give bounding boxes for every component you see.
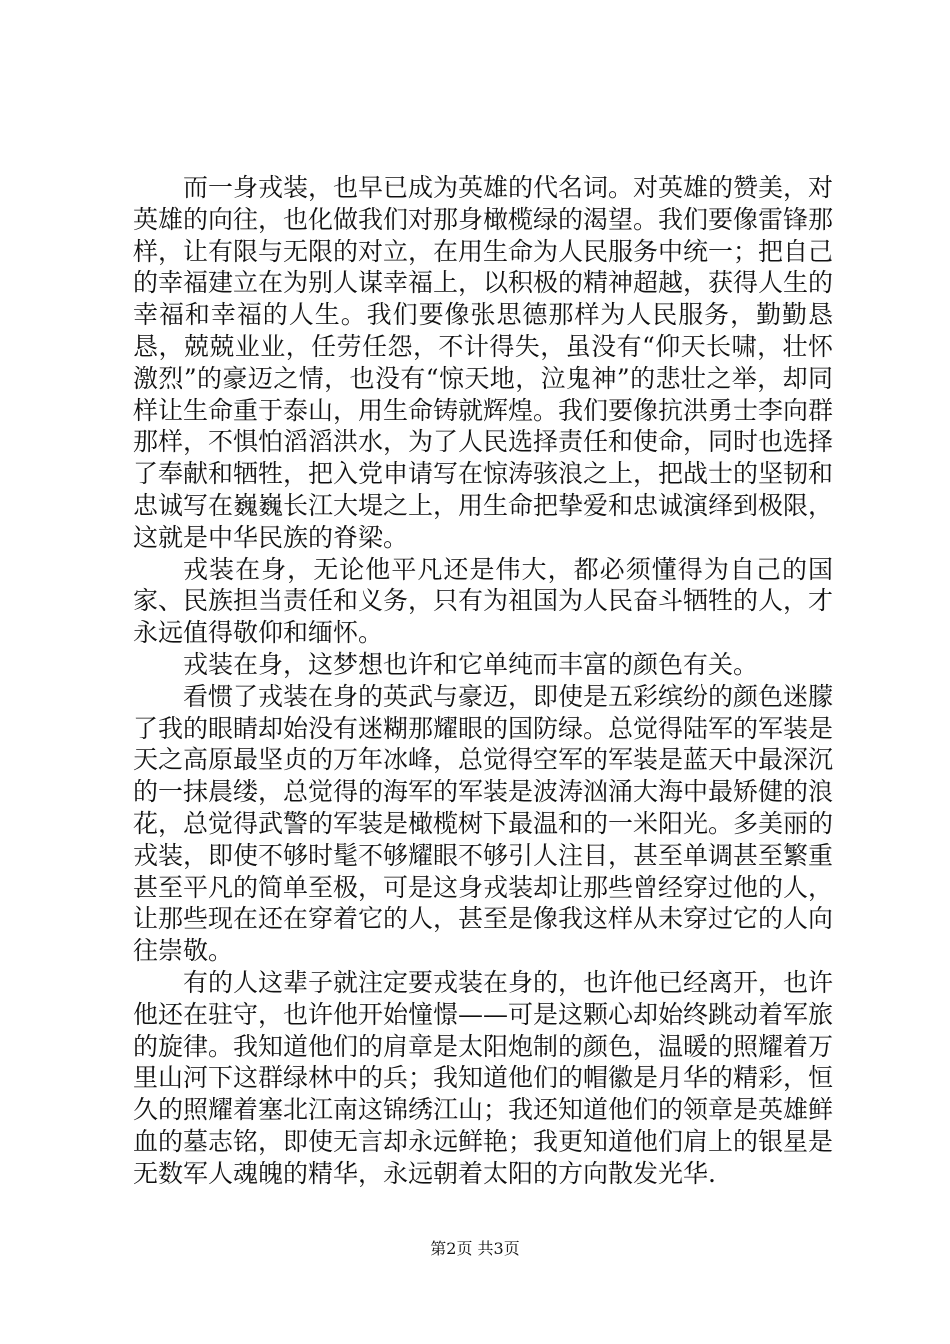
paragraph: 有的人这辈子就注定要戎装在身的，也许他已经离开，也许他还在驻守，也许他开始憧憬——可是这颗心却始终跳动着军旅的旋律。我知道他们的肩章是太阳炮制的颜色，温暖的照耀着万里山河下这群绿林中的兵；我知道他们的帽徽是月华的精彩，恒久的照耀着塞北江南这锦绣江山；我还知道他们的领章是英雄鲜血的墓志铭，即使无言却永远鲜艳；我更知道他们肩上的银星是无数军人魂魄的精华，永远朝着太阳的方向散发光华.: [133, 967, 834, 1188]
paragraph: 戎装在身，无论他平凡还是伟大，都必须懂得为自己的国家、民族担当责任和义务，只有为祖国为人民奋斗牺牲的人，才永远值得敬仰和缅怀。: [133, 554, 834, 648]
paragraph: 而一身戎装，也早已成为英雄的代名词。对英雄的赞美，对英雄的向往，也化做我们对那身橄榄绿的渴望。我们要像雷锋那样，让有限与无限的对立，在用生命为人民服务中统一；把自己的幸福建立在为别人谋幸福上，以积极的精神超越，获得人生的幸福和幸福的人生。我们要像张思德那样为人民服务，勤勤恳恳，兢兢业业，任劳任怨，不计得失，虽没有“仰天长啸，壮怀激烈”的豪迈之情，也没有“惊天地，泣鬼神”的悲壮之举，却同样让生命重于泰山，用生命铸就辉煌。我们要像抗洪勇士李向群那样，不惧怕滔滔洪水，为了人民选择责任和使命，同时也选择了奉献和牺牲，把入党申请写在惊涛骇浪之上，把战士的坚韧和忠诚写在巍巍长江大堤之上，用生命把挚爱和忠诚演绎到极限，这就是中华民族的脊梁。: [133, 173, 834, 552]
body-text: [133, 172, 833, 1190]
page-number-footer: 第2页 共3页: [430, 1239, 520, 1258]
paragraph: 戎装在身，这梦想也许和它单纯而丰富的颜色有关。: [183, 649, 759, 679]
paragraph: 看惯了戎装在身的英武与豪迈，即使是五彩缤纷的颜色迷朦了我的眼睛却始没有迷糊那耀眼的国防绿。总觉得陆军的军装是天之高原最坚贞的万年冰峰，总觉得空军的军装是蓝天中最深沉的一抹晨缕，总觉得的海军的军装是波涛汹涌大海中最矫健的浪花，总觉得武警的军装是橄榄树下最温和的一米阳光。多美丽的戎装，即使不够时髦不够耀眼不够引人注目，甚至单调甚至繁重甚至平凡的简单至极，可是这身戎装却让那些曾经穿过他的人，让那些现在还在穿着它的人，甚至是像我这样从未穿过它的人向往崇敬。: [133, 681, 834, 966]
